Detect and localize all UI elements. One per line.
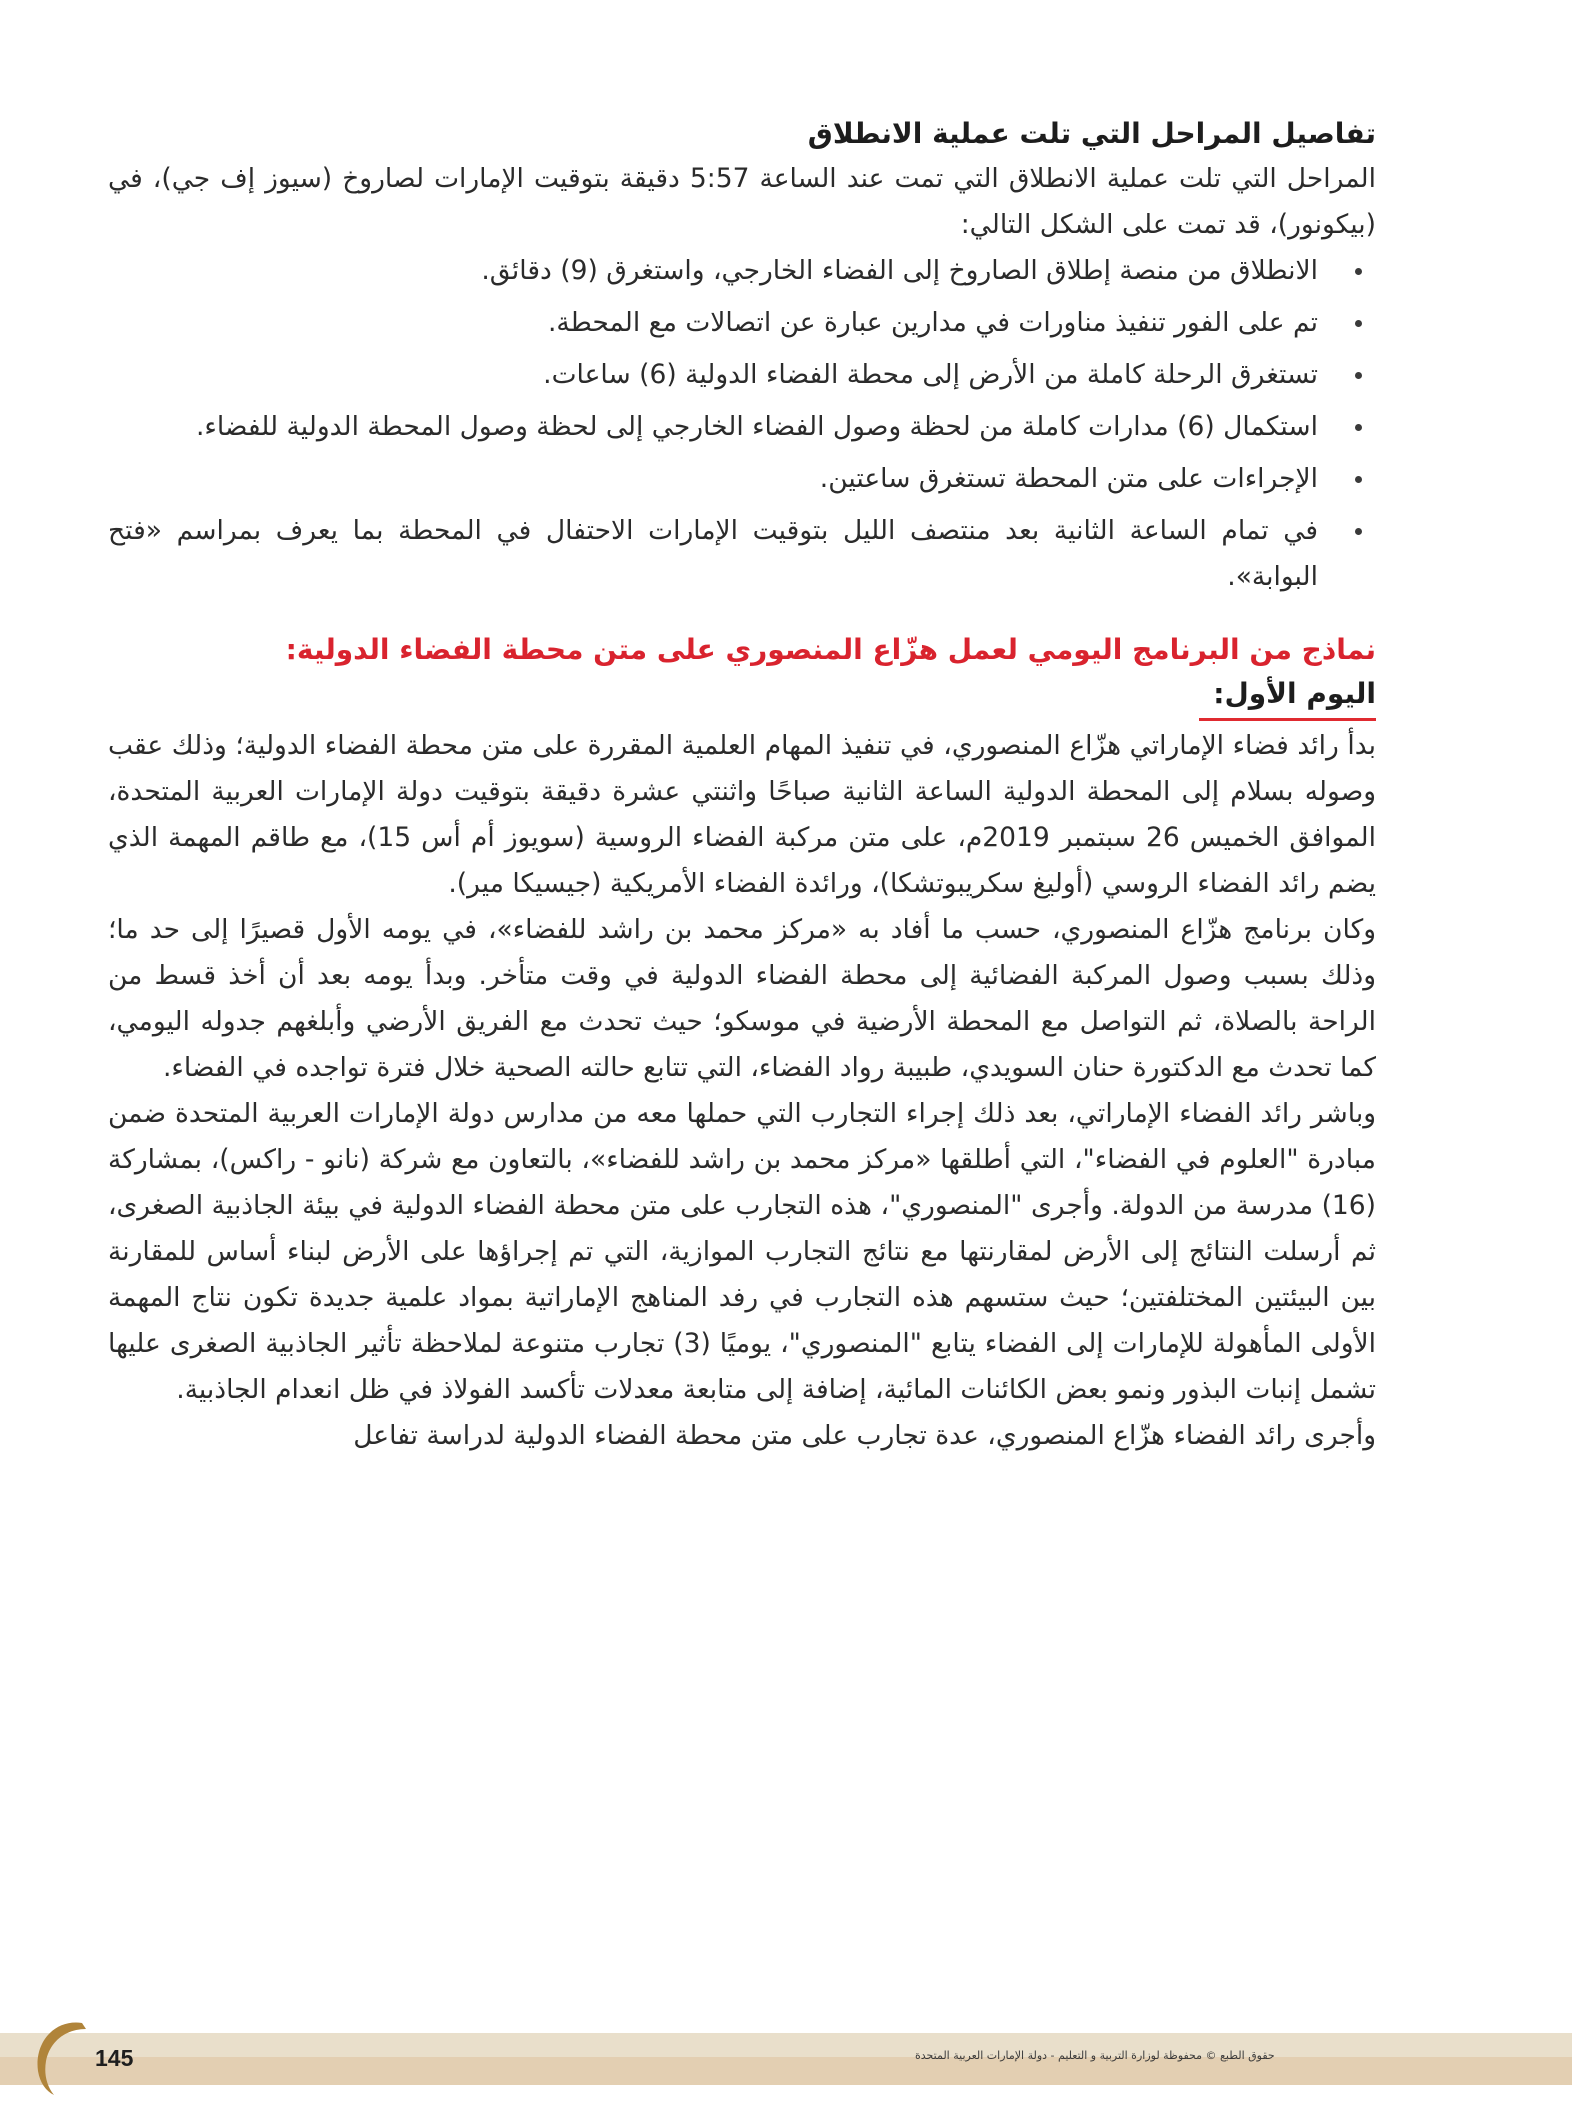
bullet-icon [1355, 320, 1362, 327]
page-number: 145 [95, 2045, 134, 2071]
list-item [108, 508, 1376, 600]
list-item-text: تم على الفور تنفيذ مناورات في مدارين عبارة عن اتصالات مع المحطة. [547, 307, 1318, 338]
list-item-text: استكمال (6) مدارات كاملة من لحظة وصول الفضاء الخارجي إلى لحظة وصول المحطة الدولية للفضاء. [195, 411, 1318, 442]
day-one-heading: اليوم الأول: [1199, 672, 1376, 721]
paragraph-arrival: بدأ رائد فضاء الإماراتي هزّاع المنصوري، في تنفيذ المهام العلمية المقررة على متن محطة الفضاء الدولية؛ وذلك عقب وصوله بسلام إلى المحطة الدولية الساعة الثانية صباحًا واثنتي عشرة دقيقة بتوقيت دولة الإمارات العربية المتحدة، الموافق الخميس 26 سبتمبر 2019م، على متن مركبة الفضاء الروسية (سويوز أم أس 15)، مع طاقم المهمة الذي يضم رائد الفضاء الروسي (أوليغ سكريبوتشكا)، ورائدة الفضاء الأمريكية (جيسيكا مير). [108, 730, 1376, 899]
footer-band-top [0, 2033, 1572, 2057]
list-item [108, 248, 1376, 294]
list-item-text: تستغرق الرحلة كاملة من الأرض إلى محطة الفضاء الدولية (6) ساعات. [543, 359, 1318, 390]
bullet-icon [1355, 476, 1362, 483]
paragraph-continued: وأجرى رائد الفضاء هزّاع المنصوري، عدة تجارب على متن محطة الفضاء الدولية لدراسة تفاعل [353, 1420, 1376, 1451]
copyright-notice: حقوق الطبع © محفوظة لوزارة التربية و التعليم - دولة الإمارات العربية المتحدة [915, 2049, 1275, 2062]
bullet-icon [1355, 268, 1362, 275]
list-item-text: في تمام الساعة الثانية بعد منتصف الليل بتوقيت الإمارات الاحتفال في المحطة بما يعرف بمراسم «فتح البوابة». [108, 515, 1318, 592]
section-title-daily-program: نماذج من البرنامج اليومي لعمل هزّاع المنصوري على متن محطة الفضاء الدولية: [285, 633, 1376, 666]
paragraph-first-day: وكان برنامج هزّاع المنصوري، حسب ما أفاد به «مركز محمد بن راشد للفضاء»، في يومه الأول قصيرًا إلى حد ما؛ وذلك بسبب وصول المركبة الفضائية إلى محطة الفضاء الدولية في وقت متأخر. وبدأ يومه بعد أن أخذ قسط من الراحة بالصلاة، ثم التواصل مع المحطة الأرضية في موسكو؛ حيث تحدث مع الفريق الأرضي وأبلغهم جدوله اليومي، كما تحدث مع الدكتورة حنان السويدي، طبيبة رواد الفضاء، التي تتابع حالته الصحية خلال فترة تواجده في الفضاء. [108, 914, 1376, 1083]
list-item [108, 456, 1376, 502]
paragraph-experiments: وباشر رائد الفضاء الإماراتي، بعد ذلك إجراء التجارب التي حملها معه من مدارس دولة الإمارات العربية المتحدة ضمن مبادرة "العلوم في الفضاء"، التي أطلقها «مركز محمد بن راشد للفضاء»، بالتعاون مع شركة (نانو - راكس)، بمشاركة (16) مدرسة من الدولة. وأجرى "المنصوري"، هذه التجارب على متن محطة الفضاء الدولية في بيئة الجاذبية الصغرى، ثم أرسلت النتائج إلى الأرض لمقارنتها مع نتائج التجارب الموازية، التي تم إجراؤها على الأرض لبناء أساس للمقارنة بين البيئتين المختلفتين؛ حيث ستسهم هذه التجارب في رفد المناهج الإماراتية بمواد علمية جديدة تكون نتاج المهمة الأولى المأهولة للإمارات إلى الفضاء يتابع "المنصوري"، يوميًا (3) تجارب متنوعة لملاحظة تأثير الجاذبية الصغرى عليها تشمل إنبات البذور ونمو بعض الكائنات المائية، إضافة إلى متابعة معدلات تأكسد الفولاذ في ظل انعدام الجاذبية. [108, 1098, 1376, 1405]
footer-band-bottom [0, 2057, 1572, 2085]
bullet-icon [1355, 372, 1362, 379]
bullet-icon [1355, 424, 1362, 431]
crescent-arc-icon [24, 2015, 104, 2097]
list-item-text: الانطلاق من منصة إطلاق الصاروخ إلى الفضاء الخارجي، واستغرق (9) دقائق. [481, 255, 1318, 286]
list-item [108, 404, 1376, 450]
bullet-icon [1355, 528, 1362, 535]
page-body [108, 112, 1376, 1459]
intro-paragraph: المراحل التي تلت عملية الانطلاق التي تمت عند الساعة 5:57 دقيقة بتوقيت الإمارات لصاروخ (سيوز إف جي)، في (بيكونور)، قد تمت على الشكل التالي: [108, 163, 1376, 240]
list-item [108, 352, 1376, 398]
list-item [108, 300, 1376, 346]
section-title-launch-stages: تفاصيل المراحل التي تلت عملية الانطلاق [807, 117, 1376, 150]
page-footer [0, 2033, 1572, 2085]
list-item-text: الإجراءات على متن المحطة تستغرق ساعتين. [819, 463, 1318, 494]
launch-stages-list [108, 248, 1376, 600]
